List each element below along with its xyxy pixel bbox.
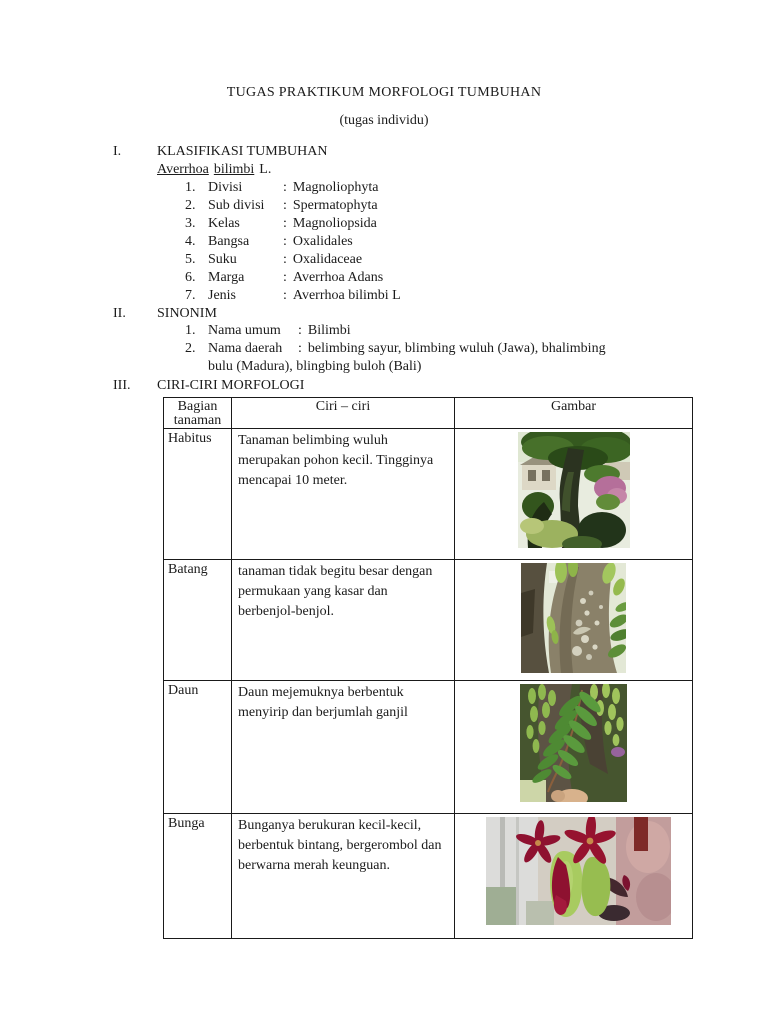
item-colon: : — [283, 216, 287, 231]
sinonim-list — [0, 322, 648, 376]
list-item — [185, 179, 401, 197]
item-label: Divisi — [208, 180, 243, 195]
item-number: 2. — [185, 198, 196, 213]
column-header-bagian-tanaman: Bagian tanaman — [164, 398, 232, 429]
species-genus: Averrhoa — [157, 162, 209, 177]
item-value: Oxalidaceae — [292, 252, 363, 267]
daun-leaf-photo — [520, 684, 627, 802]
item-number: 1. — [185, 323, 196, 338]
item-label: Suku — [208, 252, 237, 267]
item-colon: : — [283, 270, 287, 285]
page-subtitle: (tugas individu) — [339, 113, 429, 128]
item-colon: : — [298, 341, 302, 356]
row-description: Daun mejemuknya berbentuk menyirip dan berjumlah ganjil — [232, 681, 455, 814]
item-label: Nama daerah — [208, 341, 283, 356]
row-image-cell — [455, 814, 693, 939]
list-item — [185, 269, 401, 287]
item-value: Oxalidales — [292, 234, 353, 249]
item-colon: : — [298, 323, 302, 338]
section-morfologi-heading — [0, 377, 304, 395]
table-row-bunga — [164, 814, 693, 939]
list-item — [185, 215, 401, 233]
item-number: 1. — [185, 180, 196, 195]
table-row-habitus — [164, 429, 693, 560]
item-number: 4. — [185, 234, 196, 249]
section-numeral: I. — [113, 144, 122, 159]
item-value: Spermatophyta — [292, 198, 378, 213]
section-heading-text: CIRI-CIRI MORFOLOGI — [157, 378, 305, 393]
item-label: Sub divisi — [208, 198, 265, 213]
table-row-daun — [164, 681, 693, 814]
section-numeral: II. — [113, 306, 126, 321]
item-label: Marga — [208, 270, 245, 285]
row-part-label: Bunga — [164, 814, 232, 939]
item-colon: : — [283, 198, 287, 213]
item-colon: : — [283, 234, 287, 249]
item-value: Averrhoa bilimbi L — [292, 288, 401, 303]
bunga-flower-photo — [486, 817, 671, 925]
item-label: Nama umum — [208, 323, 281, 338]
morphology-table — [163, 397, 693, 939]
row-description: Bunganya berukuran kecil-kecil, berbentuk bintang, bergerombol dan berwarna merah keunguan. — [232, 814, 455, 939]
item-value-continued: bulu (Madura), blingbing buloh (Bali) — [208, 359, 422, 374]
section-heading-text: SINONIM — [157, 306, 217, 321]
item-number: 3. — [185, 216, 196, 231]
species-name — [0, 161, 271, 179]
section-heading-text: KLASIFIKASI TUMBUHAN — [157, 144, 328, 159]
klasifikasi-list — [0, 179, 401, 305]
row-image-cell — [455, 681, 693, 814]
section-klasifikasi-heading — [0, 143, 327, 161]
item-label: Bangsa — [208, 234, 250, 249]
table-header-row — [164, 398, 693, 429]
item-number: 2. — [185, 341, 196, 356]
batang-trunk-photo — [521, 563, 626, 673]
item-value: Magnoliophyta — [292, 180, 379, 195]
section-sinonim-heading — [0, 305, 217, 323]
list-item — [185, 233, 401, 251]
item-number: 6. — [185, 270, 196, 285]
column-header-gambar: Gambar — [455, 398, 693, 429]
list-item — [185, 251, 401, 269]
species-author: L. — [259, 162, 272, 177]
section-numeral: III. — [113, 378, 131, 393]
item-colon: : — [283, 288, 287, 303]
list-item — [185, 340, 648, 376]
item-value: belimbing sayur, blimbing wuluh (Jawa), bhalimbing — [307, 341, 606, 356]
row-part-label: Daun — [164, 681, 232, 814]
item-colon: : — [283, 180, 287, 195]
page-title: TUGAS PRAKTIKUM MORFOLOGI TUMBUHAN — [226, 85, 542, 100]
row-part-label: Batang — [164, 560, 232, 681]
row-description: tanaman tidak begitu besar dengan permukaan yang kasar dan berbenjol-benjol. — [232, 560, 455, 681]
list-item — [185, 287, 401, 305]
item-number: 5. — [185, 252, 196, 267]
item-number: 7. — [185, 288, 196, 303]
habitus-tree-photo — [518, 432, 630, 548]
row-part-label: Habitus — [164, 429, 232, 560]
species-epithet: bilimbi — [213, 162, 255, 177]
item-label: Kelas — [208, 216, 240, 231]
row-description: Tanaman belimbing wuluh merupakan pohon kecil. Tingginya mencapai 10 meter. — [232, 429, 455, 560]
table-row-batang — [164, 560, 693, 681]
item-label: Jenis — [208, 288, 236, 303]
column-header-ciri-ciri: Ciri – ciri — [232, 398, 455, 429]
item-value: Bilimbi — [307, 323, 351, 338]
list-item — [185, 322, 648, 340]
item-value: Averrhoa Adans — [292, 270, 384, 285]
row-image-cell — [455, 429, 693, 560]
row-image-cell — [455, 560, 693, 681]
item-colon: : — [283, 252, 287, 267]
list-item — [185, 197, 401, 215]
item-value: Magnoliopsida — [292, 216, 377, 231]
